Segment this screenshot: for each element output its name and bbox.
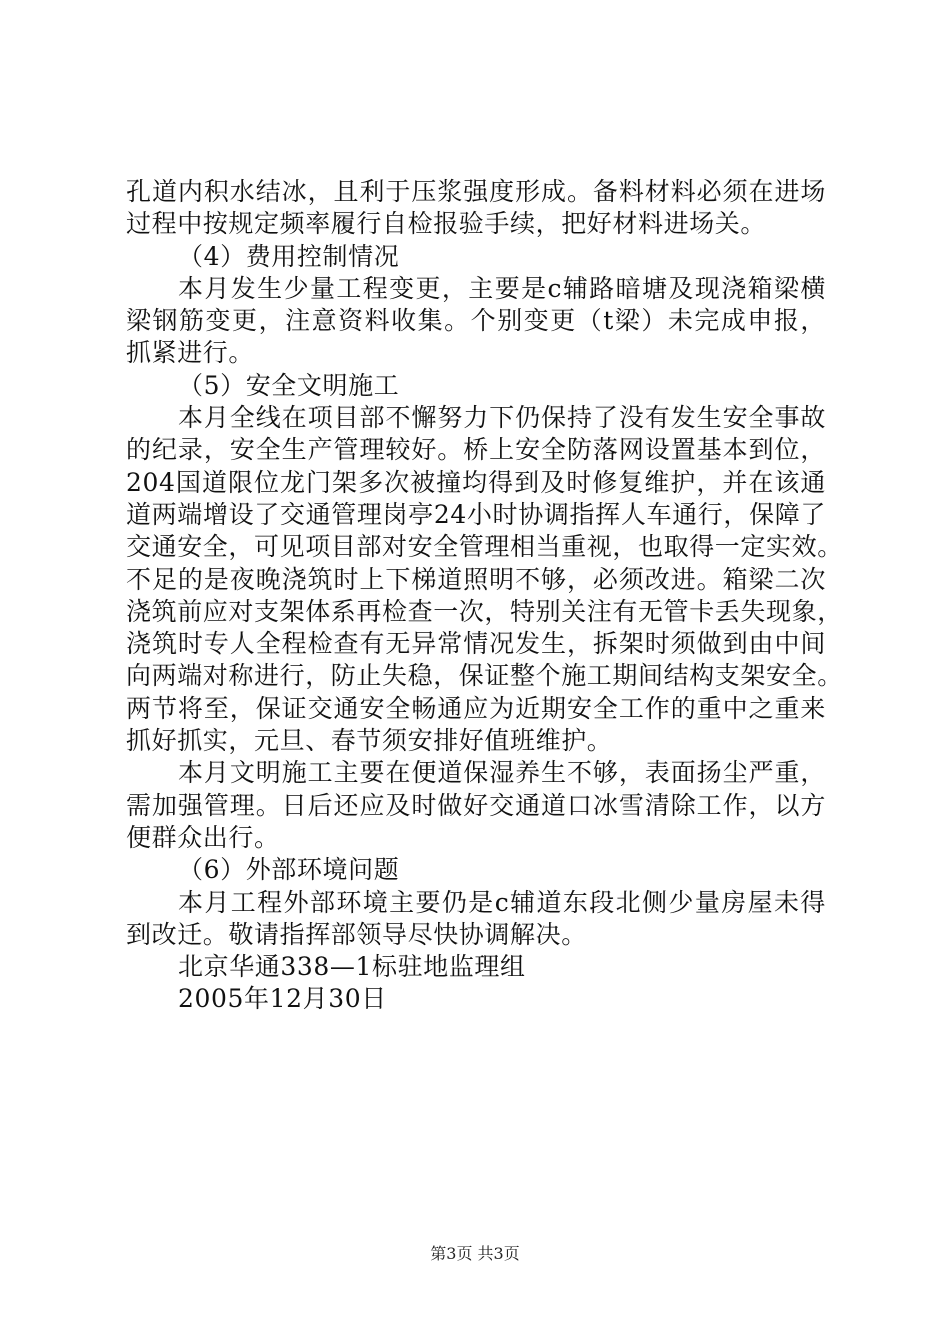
paragraph-line: 向两端对称进行，防止失稳，保证整个施工期间结构支架安全。 — [126, 661, 843, 691]
paragraph-line: 梁钢筋变更，注意资料收集。个别变更（t梁）未完成申报， — [126, 306, 826, 336]
paragraph-line: 过程中按规定频率履行自检报验手续，把好材料进场关。 — [126, 209, 767, 239]
paragraph-line: 204国道限位龙门架多次被撞均得到及时修复维护，并在该通 — [126, 467, 826, 497]
section-heading: （4）费用控制情况 — [178, 241, 400, 271]
paragraph-line: 不足的是夜晚浇筑时上下梯道照明不够，必须改进。箱梁二次 — [126, 564, 826, 594]
paragraph-line: 本月全线在项目部不懈努力下仍保持了没有发生安全事故 — [178, 403, 826, 433]
paragraph-line: 本月文明施工主要在便道保湿养生不够，表面扬尘严重， — [178, 758, 826, 788]
paragraph-line: 孔道内积水结冰，且利于压浆强度形成。备料材料必须在进场 — [126, 177, 826, 206]
paragraph-line: 交通安全，可见项目部对安全管理相当重视，也取得一定实效。 — [126, 532, 843, 562]
paragraph-line: 的纪录，安全生产管理较好。桥上安全防落网设置基本到位， — [126, 435, 826, 465]
paragraph-line: 抓紧进行。 — [126, 338, 255, 368]
section-heading: （5）安全文明施工 — [178, 370, 400, 400]
signature-organization: 北京华通338—1标驻地监理组 — [178, 952, 526, 982]
paragraph-line: 本月发生少量工程变更，主要是c辅路暗塘及现浇箱梁横 — [178, 273, 826, 303]
paragraph-line: 本月工程外部环境主要仍是c辅道东段北侧少量房屋未得 — [178, 887, 826, 917]
section-heading: （6）外部环境问题 — [178, 855, 400, 885]
paragraph-line: 抓好抓实，元旦、春节须安排好值班维护。 — [126, 726, 613, 756]
page-footer: 第3页 共3页 — [430, 1244, 520, 1263]
paragraph-line: 两节将至，保证交通安全畅通应为近期安全工作的重中之重来 — [126, 693, 826, 723]
paragraph-line: 浇筑时专人全程检查有无异常情况发生，拆架时须做到由中间 — [126, 629, 826, 659]
paragraph-line: 道两端增设了交通管理岗亭24小时协调指挥人车通行，保障了 — [126, 499, 826, 529]
paragraph-line: 需加强管理。日后还应及时做好交通道口冰雪清除工作，以方 — [126, 790, 826, 820]
document-body — [126, 176, 843, 1016]
paragraph-line: 便群众出行。 — [126, 822, 280, 852]
paragraph-line: 到改迁。敬请指挥部领导尽快协调解决。 — [126, 919, 587, 949]
paragraph-line: 浇筑前应对支架体系再检查一次，特别关注有无管卡丢失现象， — [126, 596, 843, 626]
signature-date: 2005年12月30日 — [178, 984, 387, 1014]
